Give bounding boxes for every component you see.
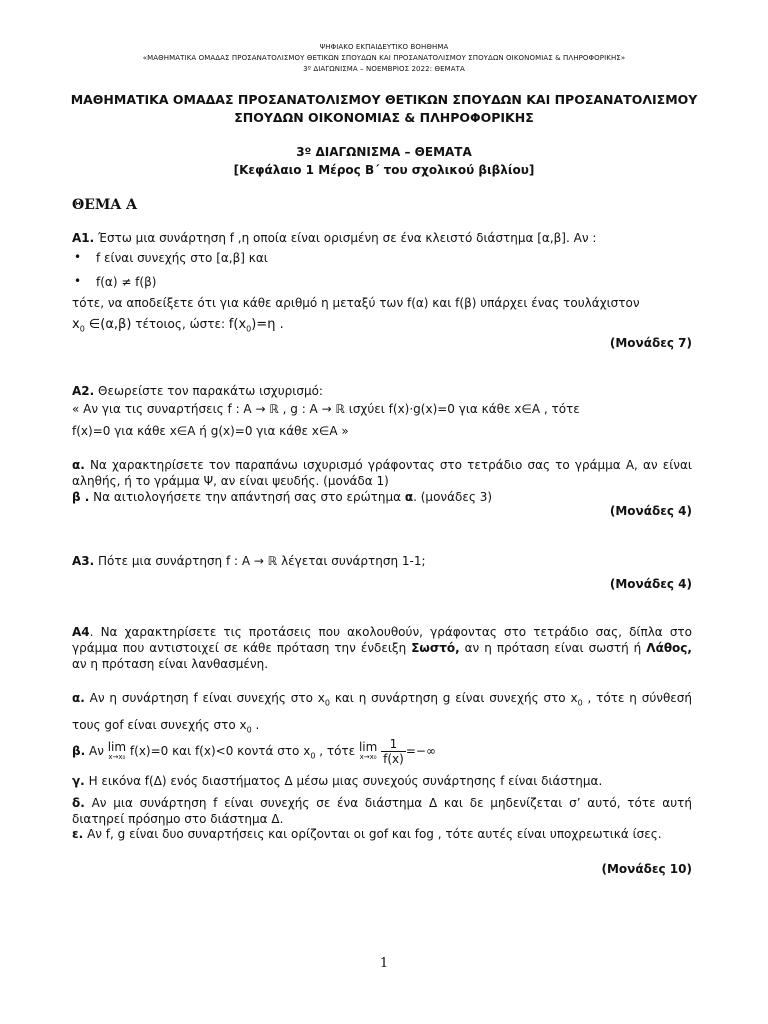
a2-label: Α2. — [72, 384, 95, 398]
a4-item-c — [72, 773, 692, 789]
a4-item-b — [72, 736, 692, 771]
a1-marks: (Μονάδες 7) — [609, 336, 692, 350]
a2-marks: (Μονάδες 4) — [609, 504, 692, 518]
main-title-line-1: ΜΑΘΗΜΑΤΙΚΑ ΟΜΑΔΑΣ ΠΡΟΣΑΝΑΤΟΛΙΣΜΟΥ ΘΕΤΙΚΩΝ ΣΠΟΥΔΩΝ ΚΑΙ ΠΡΟΣΑΝΑΤΟΛΙΣΜΟΥ — [70, 92, 698, 107]
fraction — [381, 737, 406, 766]
a4-b-label: β. — [72, 744, 86, 758]
a4-wrong-word: Λάθος, — [646, 641, 692, 655]
a2-alpha-text: Να χαρακτηρίσετε τον παραπάνω ισχυρισμό γράφοντας στο τετράδιο σας το γράμμα Α, αν είναι αληθής, ή το γράμμα Ψ, αν είναι ψευδής. (μονάδα 1) — [72, 458, 692, 488]
a4-intro-post: αν η πρόταση είναι λανθασμένη. — [72, 657, 269, 671]
header-line-2: «ΜΑΘΗΜΑΤΙΚΑ ΟΜΑΔΑΣ ΠΡΟΣΑΝΑΤΟΛΙΣΜΟΥ ΘΕΤΙΚΩΝ ΣΠΟΥΔΩΝ ΚΑΙ ΠΡΟΣΑΝΑΤΟΛΙΣΜΟΥ ΣΠΟΥΔΩΝ ΟΙΚΟΝΟΜΙΑΣ & ΠΛΗΡΟΦΟΡΙΚΗΣ» — [142, 54, 626, 62]
a3-text: Πότε μια συνάρτηση f : A → ℝ λέγεται συνάρτηση 1-1; — [98, 554, 426, 568]
header-line-3: 3º ΔΙΑΓΩΝΙΣΜΑ – ΝΟΕΜΒΡΙΟΣ 2022: ΘΕΜΑΤΑ — [303, 65, 465, 73]
a4-a-label: α. — [72, 691, 85, 705]
header-line-1: ΨΗΦΙΑΚΟ ΕΚΠΑΙΔΕΥΤΙΚΟ ΒΟΗΘΗΜΑ — [319, 43, 449, 51]
a4-a-text-4: . — [251, 718, 260, 733]
a4-b-mid-1: f(x)=0 και f(x)<0 κοντά στο x — [129, 744, 311, 758]
a4-d-text: Αν μια συνάρτηση f είναι συνεχής σε ένα διάστημα Δ και δε μηδενίζεται σ’ αυτό, τότε αυτή διατηρεί πρόσημο στο διάστημα Δ. — [72, 796, 692, 826]
a4-intro — [72, 624, 692, 672]
main-title-line-2: ΣΠΟΥΔΩΝ ΟΙΚΟΝΟΜΙΑΣ & ΠΛΗΡΟΦΟΡΙΚΗΣ — [234, 110, 534, 125]
a2-line-2: « Αν για τις συναρτήσεις f : A → ℝ , g : A → ℝ ισχύει f(x)·g(x)=0 για κάθε x∈A , τότε — [72, 402, 580, 416]
limit-2-sub: x→x₀ — [359, 752, 377, 761]
a1-fx-sub: 0 — [246, 324, 252, 334]
limit-2 — [358, 739, 378, 762]
a4-intro-mid: αν η πρόταση είναι σωστή ή — [459, 641, 647, 655]
a4-e-label: ε. — [72, 827, 84, 841]
a2-beta-bold: α — [404, 490, 414, 504]
a1-x: x — [72, 317, 80, 332]
a4-c-text: Η εικόνα f(Δ) ενός διαστήματος Δ μέσω μιας συνεχούς συνάρτησης f είναι διάστημα. — [88, 774, 603, 788]
a3-label: Α3. — [72, 554, 95, 568]
a1-line-3: τότε, να αποδείξετε ότι για κάθε αριθμό η μεταξύ των f(α) και f(β) υπάρχει ένας τουλάχιστον — [72, 296, 640, 310]
theme-a-heading: ΘΕΜΑ Α — [72, 197, 137, 213]
a2-beta-post: . (μονάδες 3) — [413, 490, 493, 504]
a4-marks: (Μονάδες 10) — [601, 862, 692, 876]
a4-e-text: Αν f, g είναι δυο συναρτήσεις και ορίζονται οι gof και fog , τότε αυτές είναι υποχρεωτικά ίσες. — [87, 827, 662, 841]
a4-a-text-1: Αν η συνάρτηση f είναι συνεχής στο x — [89, 691, 325, 705]
a2-beta-label: β . — [72, 490, 90, 504]
a1-intro-text: Έστω μια συνάρτηση f ,η οποία είναι ορισμένη σε ένα κλειστό διάστημα [α,β]. Αν : — [98, 231, 597, 245]
a4-item-e — [72, 826, 692, 842]
bullet-icon: • — [74, 274, 82, 288]
a1-x-sub: 0 — [79, 324, 85, 334]
a4-a-sub-3: 0 — [246, 725, 252, 735]
a4-intro-pre: . Να χαρακτηρίσετε τις προτάσεις που ακολουθούν, γράφοντας στο τετράδιο σας, δίπλα στο γράμμα που αντιστοιχεί σε κάθε πρόταση την ένδειξη — [72, 625, 692, 655]
fraction-denominator: f(x) — [383, 752, 404, 766]
a4-d-label: δ. — [72, 796, 85, 810]
a2-alpha-label: α. — [72, 458, 85, 472]
a4-a-text-2: και η συνάρτηση g είναι συνεχής στο x — [329, 691, 578, 705]
a2-beta — [72, 489, 692, 505]
page-number: 1 — [379, 956, 389, 971]
a4-item-a — [72, 687, 692, 742]
a4-b-sub: 0 — [310, 751, 316, 761]
a3-question — [72, 553, 692, 569]
fraction-numerator: 1 — [381, 737, 406, 752]
exam-title: 3º ΔΙΑΓΩΝΙΣΜΑ – ΘΕΜΑΤΑ — [296, 145, 472, 159]
a4-a-sub-2: 0 — [577, 698, 583, 708]
a1-bullet-1: f είναι συνεχής στο [α,β] και — [96, 251, 268, 265]
a4-b-pre: Αν — [88, 744, 108, 758]
a4-a-sub-1: 0 — [324, 698, 330, 708]
a1-such-that: τέτοιος, ώστε: — [131, 317, 229, 331]
a1-bullet-2: f(α) ≠ f(β) — [96, 275, 157, 289]
limit-1-word: lim — [107, 739, 127, 754]
limit-1 — [107, 739, 127, 762]
a2-line-3: f(x)=0 για κάθε x∈A ή g(x)=0 για κάθε x∈A » — [72, 424, 349, 438]
a1-interval: ∈(α,β) — [84, 317, 132, 332]
a2-alpha — [72, 457, 692, 489]
a4-a-text-3: , τότε η σύνθεσή τους gof είναι συνεχής στο x — [72, 691, 693, 733]
a4-correct-word: Σωστό, — [411, 641, 460, 655]
a1-line-4 — [72, 316, 692, 338]
limit-2-word: lim — [358, 739, 378, 754]
a2-beta-pre: Να αιτιολογήσετε την απάντησή σας στο ερώτημα — [93, 490, 405, 504]
a4-b-end: =−∞ — [405, 744, 436, 758]
a4-b-mid-2: , τότε — [315, 744, 359, 758]
a4-item-d — [72, 795, 692, 827]
limit-1-sub: x→x₀ — [108, 752, 126, 761]
bullet-icon: • — [74, 250, 82, 264]
a1-fx: f(x — [228, 317, 247, 332]
a2-line-1-text: Θεωρείστε τον παρακάτω ισχυρισμό: — [98, 384, 323, 398]
a4-c-label: γ. — [72, 774, 85, 788]
a1-label: Α1. — [72, 231, 95, 245]
chapter-title: [Κεφάλαιο 1 Μέρος Β΄ του σχολικού βιβλίου] — [233, 163, 535, 177]
a1-eq: )=η . — [251, 317, 284, 332]
a2-line-1 — [72, 383, 692, 399]
a3-marks: (Μονάδες 4) — [609, 577, 692, 591]
a1-intro — [72, 230, 692, 246]
a4-label: Α4 — [72, 625, 90, 639]
